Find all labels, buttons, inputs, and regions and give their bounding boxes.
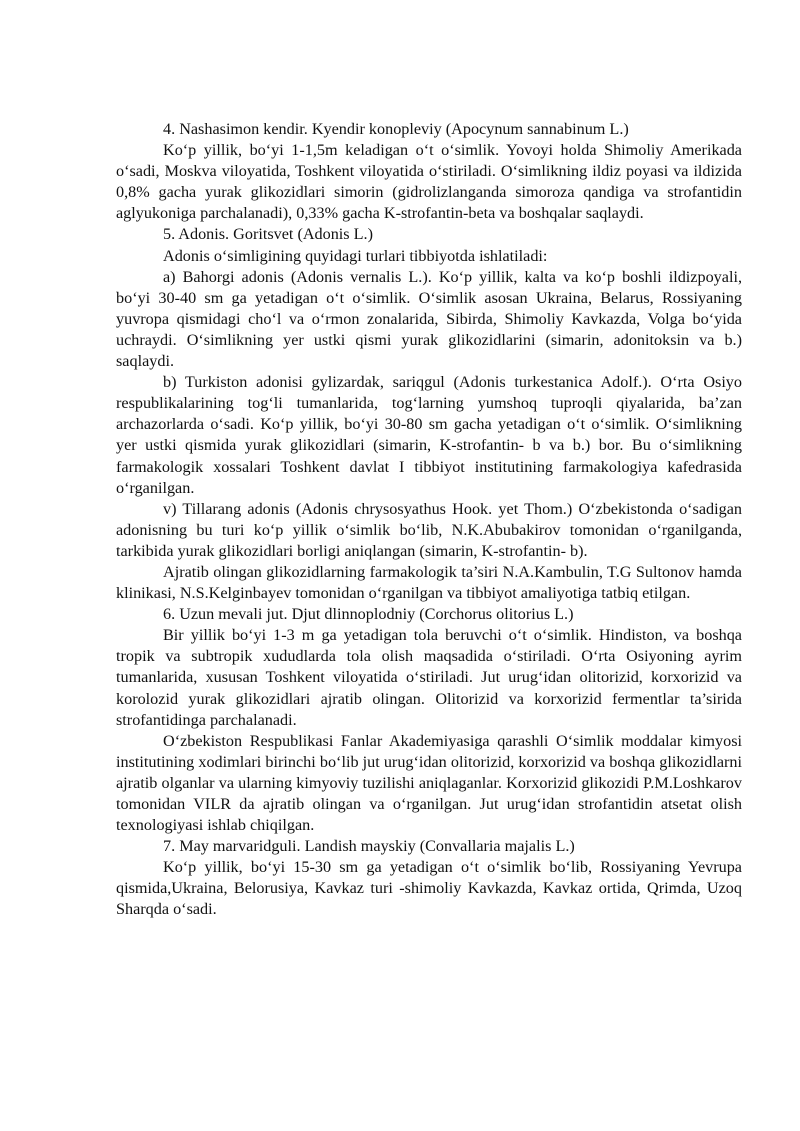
heading-corchorus: 6. Uzun mevali jut. Djut dlinnoplodniy (Corchorus olitorius L.) [163, 605, 574, 624]
paragraph-adonis-chrysosyathus: v) Tillarang adonis (Adonis chrysosyathus Hook. yet Thom.) O‘zbekistonda o‘sadigan adonisning bu turi ko‘p yillik o‘simlik bo‘lib, N.K.Abubakirov tomonidan o‘rganilganda, tarkibida yurak glikozidlari borligi aniqlangan (simarin, K-strofantin- b). [116, 499, 742, 560]
paragraph-corchorus-description: Bir yillik bo‘yi 1-3 m ga yetadigan tola beruvchi o‘t o‘simlik. Hindiston, va boshqa tropik va subtropik xududlarda tola olish maqsadida o‘stiriladi. O‘rta Osiyoning ayrim tumanlarida, xususan Toshkent viloyatida o‘stiriladi. Jut urug‘idan olitorizid, korxorizid va korolozid yurak glikozidlari ajratib olingan. Olitorizid va korxorizid fermentlar ta’sirida strofantidinga parchalanadi. [116, 626, 742, 729]
heading-apocynum: 4. Nashasimon kendir. Kyendir konopleviy (Apocynum sannabinum L.) [163, 120, 629, 138]
paragraph-convallaria-description: Ko‘p yillik, bo‘yi 15-30 sm ga yetadigan o‘t o‘simlik bo‘lib, Rossiyaning Yevrupa qismida,Ukraina, Belorusiya, Kavkaz turi -shimoliy Kavkazda, Kavkaz ortida, Qrimda, Uzoq Sharqda o‘sadi. [116, 858, 742, 919]
heading-adonis: 5. Adonis. Goritsvet (Adonis L.) [163, 225, 373, 244]
heading-convallaria: 7. May marvaridguli. Landish mayskiy (Convallaria majalis L.) [163, 837, 575, 856]
paragraph-apocynum-description: Ko‘p yillik, bo‘yi 1-1,5m keladigan o‘t o‘simlik. Yovoyi holda Shimoliy Amerikada o‘sadi, Moskva viloyatida, Toshkent viloyatida o‘stiriladi. O‘simlikning ildiz poyasi va ildizida 0,8% gacha yurak glikozidlari simorin (gidrolizlanganda simoroza qandiga va strofantidin aglyukoniga parchalanadi), 0,33% gacha K-strofantin-beta va boshqalar saqlaydi. [116, 141, 742, 223]
document-page [116, 119, 742, 921]
paragraph-adonis-intro: Adonis o‘simligining quyidagi turlari tibbiyotda ishlatiladi: [163, 246, 548, 265]
paragraph-glycoside-pharmacology: Ajratib olingan glikozidlarning farmakologik ta’siri N.A.Kambulin, T.G Sultonov hamda klinikasi, N.S.Kelginbayev tomonidan o‘rganilgan va tibbiyot amaliyotiga tatbiq etilgan. [116, 562, 742, 603]
paragraph-corchorus-research: O‘zbekiston Respublikasi Fanlar Akademiyasiga qarashli O‘simlik moddalar kimyosi institutining xodimlari birinchi bo‘lib jut urug‘idan olitorizid, korxorizid va boshqa glikozidlarni ajratib olganlar va ularning kimyoviy tuzilishi aniqlaganlar. Korxorizid glikozidi P.M.Loshkarov tomonidan VILR da ajratib olingan va o‘rganilgan. Jut urug‘idan strofantidin atsetat olish texnologiyasi ishlab chiqilgan. [116, 731, 742, 835]
paragraph-adonis-turkestanica: b) Turkiston adonisi gylizardak, sariqgul (Adonis turkestanica Adolf.). O‘rta Osiyo respublikalarining tog‘li tumanlarida, tog‘larning yumshoq tuproqli qiyalarida, ba’zan archazorlarda o‘sadi. Ko‘p yillik, bo‘yi 30-80 sm gacha yetadigan o‘t o‘simlik. O‘simlikning yer ustki qismida yurak glikozidlari (simarin, K-strofantin- b va b.) bor. Bu o‘simlikning farmakologik xossalari Toshkent davlat I tibbiyot institutining farmakologiya kafedrasida o‘rganilgan. [116, 373, 742, 497]
paragraph-adonis-vernalis: a) Bahorgi adonis (Adonis vernalis L.). Ko‘p yillik, kalta va ko‘p boshli ildizpoyali, bo‘yi 30-40 sm ga yetadigan o‘t o‘simlik. O‘simlik asosan Ukraina, Belarus, Rossiyaning yuvropa qismidagi cho‘l va o‘rmon zonalarida, Sibirda, Shimoliy Kavkazda, Volga bo‘yida uchraydi. O‘simlikning yer ustki qismi yurak glikozidlarini (simarin, adonitoksin va b.) saqlaydi. [116, 267, 742, 371]
